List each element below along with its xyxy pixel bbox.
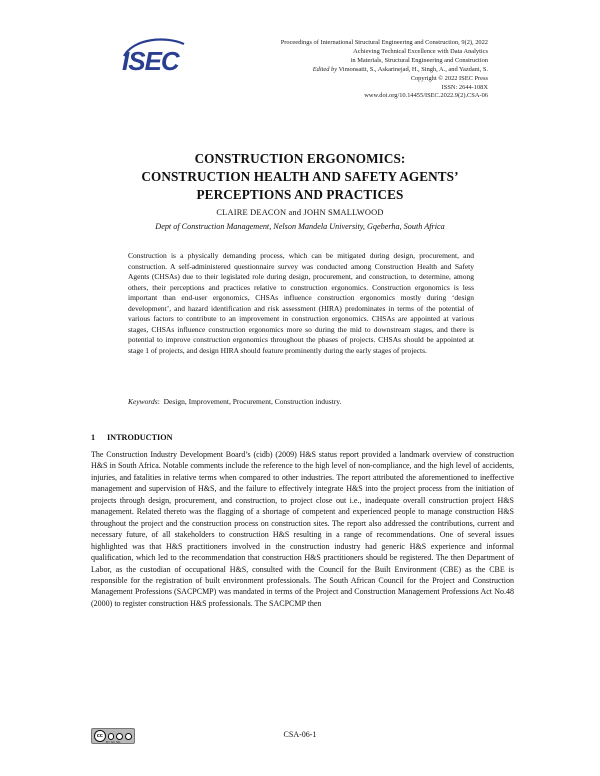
paper-title: [60, 150, 540, 204]
section-heading: [91, 433, 173, 442]
editors-prefix: Edited by: [312, 65, 338, 73]
keywords: Keywords: Design, Improvement, Procurement, Construction industry.: [128, 397, 342, 406]
abstract: Construction is a physically demanding process, which can be mitigated during design, procurement, and construction. A self-administered questionnaire survey was conducted among Construction Health and Safety Agents (CHSAs) due to their legislated role during design, procurement, and construction, to determine, among others, their perceptions and practices relative to construction ergonomics. Construction ergonomics is less important than end-user ergonomics, CHSAs influence construction ergonomics mostly during ‘design development’, and hazard identification and risk assessment (HIRA) predominates in terms of the potential of various factors to contribute to an improvement in construction ergonomics. CHSAs are appointed at various stages, CHSAs influence construction ergonomics more so during the mid to downstream stages, and there is potential to improve construction ergonomics throughout the phases of projects. CHSAs should be appointed at stage 1 of projects, and design HIRA should feature prominently during the early stages of projects.: [128, 251, 474, 355]
title-line: CONSTRUCTION ERGONOMICS:: [194, 151, 406, 166]
page-number: CSA-06-1: [283, 730, 317, 739]
affiliation: Dept of Construction Management, Nelson Mandela University, Gqeberha, South Africa: [155, 222, 445, 231]
title-line: CONSTRUCTION HEALTH AND SAFETY AGENTS’: [141, 169, 459, 184]
copyright: Copyright © 2022 ISEC Press: [410, 74, 488, 82]
header-line: in Materials, Structural Engineering and Construction: [350, 56, 488, 64]
license-terms: BY NC ND: [106, 740, 121, 744]
header-line: Achieving Technical Excellence with Data Analytics: [353, 47, 488, 55]
editors: Vimonsatit, S., Askarinejad, H., Singh, A., and Yazdani, S.: [338, 65, 488, 73]
doi-link[interactable]: www.doi.org/10.14455/ISEC.2022.9(2).CSA-06: [364, 92, 488, 100]
title-line: PERCEPTIONS AND PRACTICES: [196, 187, 404, 202]
issn: ISSN: 2644-108X: [441, 83, 488, 91]
editors-line: [188, 66, 488, 75]
logo-text: ISEC: [122, 46, 179, 76]
isec-logo: [118, 40, 190, 74]
section-number: 1: [91, 433, 96, 442]
section-title: INTRODUCTION: [107, 433, 173, 442]
keywords-label: Keywords: [128, 397, 158, 406]
proceedings-header: [188, 39, 488, 101]
header-line: Proceedings of International Structural Engineering and Construction, 9(2), 2022: [280, 39, 488, 46]
authors: CLAIRE DEACON and JOHN SMALLWOOD: [216, 208, 384, 217]
keywords-list: Design, Improvement, Procurement, Construction industry.: [163, 397, 342, 406]
section-body: The Construction Industry Development Board’s (cidb) (2009) H&S status report provided a landmark overview of construction H&S in South Africa. Notable comments include the reference to the high level of non-compliance, and the high level of accidents, injuries, and fatalities in relative terms when compared to other industries. The report attributed the aforementioned to ineffective management and supervision of H&S, and the failure to effectively integrate H&S into the project process from the initiation of projects through design, procurement, and construction, to project close out i.e., inadequate overall construction project H&S management. Related thereto was the flagging of a shortage of competent and experienced people to manage construction H&S throughout the project and the construction process on construction sites. The report also addressed the contributions, current and necessary future, of all stakeholders to construction H&S resulting in a range of recommendations. One of several issues highlighted was that H&S practitioners involved in the construction industry had generic H&S experience and informal qualification, which led to the recommendation that construction H&S practitioners should be registered. The then Department of Labor, as the custodian of occupational H&S, consulted with the Council for the Built Environment (CBE) as the CBE is responsible for the registration of built environment professionals. The South African Council for the Project and Construction Management Professions (SACPCMP) was mandated in terms of the Project and Construction Management Professions Act No.48 (2000) to register construction H&S professionals. The SACPCMP then: [91, 450, 514, 608]
cc-icon: cc: [94, 730, 106, 742]
